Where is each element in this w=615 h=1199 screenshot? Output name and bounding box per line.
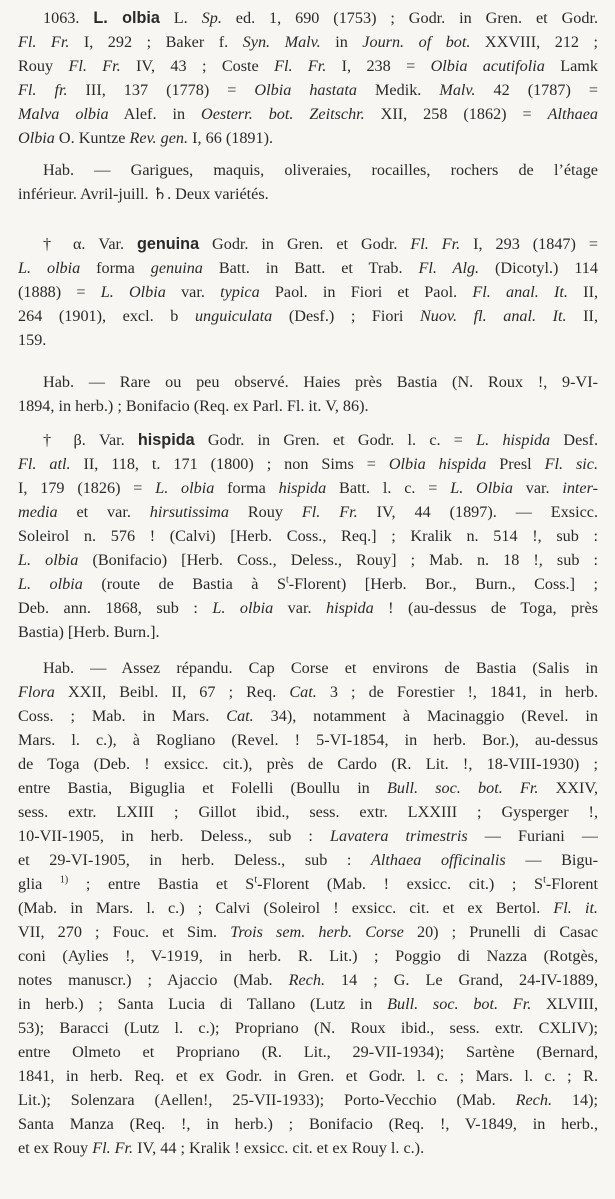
text-run: in herb.) ; Santa Lucia di Tallano (Lutz in	[18, 995, 388, 1013]
italic-text: L. olbia	[18, 575, 83, 593]
italic-text: L. olbia	[212, 599, 274, 617]
text-run: IV, 44 ; Kralik ! exsicc. cit. et ex Rouy l. c.).	[133, 1139, 425, 1157]
text-run: glia	[18, 875, 60, 893]
text-line	[18, 596, 598, 620]
text-run: -Florent (Mab. ! exsicc. cit.) ; S	[257, 875, 544, 893]
text-line	[18, 752, 598, 776]
italic-text: Bull. soc. bot. Fr.	[387, 995, 532, 1013]
text-line	[18, 1088, 598, 1112]
text-line	[18, 328, 598, 352]
text-run: II,	[566, 307, 598, 325]
text-run: — Bigu-	[505, 851, 598, 869]
text-line	[18, 476, 598, 500]
superscript: t	[254, 874, 258, 886]
text-run: XXVIII, 212 ;	[470, 33, 598, 51]
text-run: notes manuscr.) ; Ajaccio (Mab.	[18, 971, 289, 989]
text-line	[18, 704, 598, 728]
text-run: Alef. in	[108, 105, 202, 123]
italic-text: L. olbia	[18, 259, 81, 277]
text-line	[18, 896, 598, 920]
habitat-line: inférieur. Avril-juill. ♄. Deux variétés.	[18, 185, 269, 203]
italic-text: Rech.	[288, 971, 326, 989]
text-run: 1063.	[43, 9, 94, 27]
italic-text: Olbia acutifolia	[430, 57, 545, 75]
text-line	[18, 280, 598, 304]
text-run: 264 (1901), excl. b	[18, 307, 195, 325]
text-run: -Florent) [Herb. Bor., Burn., Coss.] ;	[288, 575, 598, 593]
text-line	[18, 1040, 598, 1064]
text-run: 159.	[18, 331, 47, 349]
text-run: var.	[512, 479, 563, 497]
text-run: et var.	[57, 503, 150, 521]
text-line	[18, 30, 598, 54]
italic-text: hispida	[326, 599, 374, 617]
text-run: Bastia) [Herb. Burn.].	[18, 623, 160, 641]
italic-text: Malv.	[439, 81, 476, 99]
text-line	[18, 452, 598, 476]
text-run: coni (Aylies !, V-1919, in herb. R. Lit.) ; Poggio di Nazza (Rotgès,	[18, 947, 598, 965]
text-line	[18, 656, 598, 680]
text-run: entre Olmeto et Propriano (R. Lit., 29-VII-1934); Sartène (Bernard,	[18, 1043, 598, 1061]
text-run: Batt. l. c. =	[326, 479, 451, 497]
text-run: forma	[214, 479, 279, 497]
text-run: forma	[80, 259, 151, 277]
superscript: t	[543, 874, 546, 886]
text-line	[18, 6, 598, 30]
italic-text: Rech.	[515, 1091, 552, 1109]
superscript: 1)	[59, 874, 69, 886]
italic-text: Fl. Alg.	[418, 259, 480, 277]
text-run: 34), notamment à Macinaggio (Revel. in	[253, 707, 598, 725]
text-line	[18, 78, 598, 102]
text-line	[18, 728, 598, 752]
text-run: ; entre Bastia et S	[68, 875, 255, 893]
text-line	[18, 1016, 598, 1040]
italic-text: genuina	[150, 259, 203, 277]
text-run: O. Kuntze	[54, 129, 130, 147]
text-run: † α. Var.	[43, 235, 138, 253]
text-run: (1888) =	[18, 283, 101, 301]
italic-text: unguiculata	[194, 307, 273, 325]
text-run: (route de Bastia à S	[82, 575, 286, 593]
italic-text: Olbia	[18, 129, 55, 147]
text-run: de Toga (Deb. ! exsicc. cit.), près de Cardo (R. Lit. !, 18-VIII-1930) ;	[18, 755, 598, 773]
taxon-name: hispida	[137, 431, 195, 449]
text-run: 1841, in herb. Req. et ex Godr. in Gren. et Godr. l. c. ; Mars. l. c. ; R.	[18, 1067, 598, 1085]
text-run: IV, 44 (1897). — Exsicc.	[357, 503, 598, 521]
text-run: I, 238 =	[326, 57, 431, 75]
text-line	[18, 800, 598, 824]
taxon-name: genuina	[137, 235, 200, 253]
text-line	[18, 232, 598, 256]
italic-text: Trois sem. herb. Corse	[230, 923, 404, 941]
text-run: I, 293 (1847) =	[460, 235, 598, 253]
text-line	[18, 54, 598, 78]
italic-text: Nuov. fl. anal. It.	[420, 307, 567, 325]
entry-1063	[18, 6, 598, 150]
text-run: Lamk	[544, 57, 598, 75]
variety-alpha-genuina	[18, 232, 598, 352]
italic-text: Fl. it.	[553, 899, 598, 917]
italic-text: Fl. fr.	[18, 81, 68, 99]
text-line	[18, 680, 598, 704]
text-line	[18, 920, 598, 944]
text-run: † β. Var.	[43, 431, 138, 449]
text-run: XLVIII,	[531, 995, 598, 1013]
text-run: Hab. — Assez répandu. Cap Corse et environs de Bastia (Salis in	[43, 659, 598, 677]
text-line	[18, 848, 598, 872]
text-line	[18, 776, 598, 800]
text-run: var.	[273, 599, 326, 617]
italic-text: Sp.	[201, 9, 222, 27]
text-run: I, 66 (1891).	[188, 129, 274, 147]
italic-text: Althaea officinalis	[371, 851, 506, 869]
text-run: (Desf.) ; Fiori	[272, 307, 420, 325]
italic-text: typica	[220, 283, 260, 301]
text-run: I, 179 (1826) =	[18, 479, 156, 497]
italic-text: Fl. anal. It.	[472, 283, 568, 301]
variety-beta-habitat	[18, 656, 598, 1160]
text-line	[18, 872, 598, 896]
text-run: 10-VII-1905, in herb. Deless., sub :	[18, 827, 331, 845]
habitat-line: 1894, in herb.) ; Bonifacio (Req. ex Parl. Fl. it. V, 86).	[18, 397, 369, 415]
italic-text: Journ. of bot.	[362, 33, 471, 51]
text-line	[18, 304, 598, 328]
italic-text: L. olbia	[18, 551, 79, 569]
text-line	[18, 620, 598, 644]
text-run: I, 292 ; Baker f.	[69, 33, 243, 51]
text-run: XII, 258 (1862) =	[364, 105, 548, 123]
italic-text: Fl. Fr.	[18, 33, 70, 51]
italic-text: Fl. sic.	[544, 455, 598, 473]
text-run: Coss. ; Mab. in Mars.	[18, 707, 227, 725]
text-run: Godr. in Gren. et Godr. l. c. =	[194, 431, 477, 449]
italic-text: media	[18, 503, 58, 521]
text-line	[18, 1064, 598, 1088]
italic-text: Bull. soc. bot. Fr.	[386, 779, 539, 797]
variety-beta-hispida	[18, 428, 598, 644]
text-run: Soleirol n. 576 ! (Calvi) [Herb. Coss., Req.] ; Kralik n. 514 !, sub :	[18, 527, 598, 545]
text-line	[18, 428, 598, 452]
text-run: Mars. l. c.), à Rogliano (Revel. ! 5-VI-1854, in herb. Bor.), au-dessus	[18, 731, 598, 749]
italic-text: Fl. Fr.	[274, 57, 327, 75]
italic-text: hispida	[278, 479, 327, 497]
italic-text: L. Olbia	[450, 479, 513, 497]
italic-text: Oesterr. bot. Zeitschr.	[201, 105, 365, 123]
italic-text: inter-	[562, 479, 598, 497]
italic-text: Althaea	[547, 105, 598, 123]
italic-text: Malva olbia	[18, 105, 109, 123]
text-run: — Furiani —	[467, 827, 598, 845]
italic-text: Syn. Malv.	[242, 33, 321, 51]
text-run: (Mab. in Mars. l. c.) ; Calvi (Soleirol ! exsicc. cit. et ex Bertol.	[18, 899, 554, 917]
text-run: Rouy	[18, 57, 69, 75]
text-line	[18, 572, 598, 596]
italic-text: Fl. Fr.	[301, 503, 358, 521]
text-run: XXII, Beibl. II, 67 ; Req.	[54, 683, 290, 701]
text-run: Medik.	[357, 81, 440, 99]
text-run: 53); Baracci (Lutz l. c.); Propriano (N. Roux ibid., sess. extr. CXLIV);	[18, 1019, 598, 1037]
italic-text: L. hispida	[476, 431, 551, 449]
text-run: Lit.); Solenzara (Aellen!, 25-VII-1933); Porto-Vecchio (Mab.	[18, 1091, 516, 1109]
text-run: Paol. in Fiori et Paol.	[259, 283, 473, 301]
text-run: VII, 270 ; Fouc. et Sim.	[18, 923, 231, 941]
text-line	[18, 500, 598, 524]
text-run: in	[320, 33, 363, 51]
text-run: 14 ; G. Le Grand, 24-IV-1889,	[325, 971, 598, 989]
text-run: 3 ; de Forestier !, 1841, in herb.	[316, 683, 598, 701]
habitat-line: Hab. — Garigues, maquis, oliveraies, rocailles, rochers de l’étage	[43, 161, 598, 179]
text-line	[18, 126, 598, 150]
text-line	[18, 992, 598, 1016]
text-run: 42 (1787) =	[475, 81, 598, 99]
text-run: IV, 43 ; Coste	[120, 57, 275, 75]
text-run: var.	[165, 283, 221, 301]
italic-text: L. Olbia	[100, 283, 166, 301]
italic-text: Lavatera trimestris	[330, 827, 468, 845]
text-run: Godr. in Gren. et Godr.	[199, 235, 411, 253]
text-run: Desf.	[550, 431, 598, 449]
superscript: t	[285, 574, 289, 586]
text-run: entre Bastia, Biguglia et Folelli (Boullu in	[18, 779, 387, 797]
text-line	[18, 968, 598, 992]
italic-text: Flora	[18, 683, 55, 701]
text-line	[18, 524, 598, 548]
text-line	[18, 256, 598, 280]
italic-text: Fl. Fr.	[410, 235, 461, 253]
text-run: Deb. ann. 1868, sub :	[18, 599, 213, 617]
text-run: II, 118, t. 171 (1800) ; non Sims =	[70, 455, 389, 473]
text-line	[18, 548, 598, 572]
text-line	[18, 824, 598, 848]
text-run: -Florent	[545, 875, 598, 893]
italic-text: Fl. Fr.	[92, 1139, 134, 1157]
text-run: Batt. in Batt. et Trab.	[202, 259, 419, 277]
text-run: II,	[567, 283, 598, 301]
text-run: 20) ; Prunelli di Casac	[403, 923, 598, 941]
italic-text: hirsutissima	[149, 503, 229, 521]
text-run: Santa Manza (Req. !, in herb.) ; Bonifacio (Req. !, V-1849, in herb.,	[18, 1115, 598, 1133]
text-run: et 29-VI-1905, in herb. Deless., sub :	[18, 851, 372, 869]
italic-text: Olbia hastata	[254, 81, 357, 99]
italic-text: Fl. atl.	[18, 455, 71, 473]
italic-text: Fl. Fr.	[68, 57, 121, 75]
text-run: XXIV,	[538, 779, 598, 797]
text-run: sess. extr. LXIII ; Gillot ibid., sess. extr. LXXIII ; Gysperger !,	[18, 803, 598, 821]
text-run: L.	[159, 9, 202, 27]
text-line	[18, 102, 598, 126]
text-run: ed. 1, 690 (1753) ; Godr. in Gren. et Godr.	[221, 9, 598, 27]
text-line	[18, 1136, 598, 1160]
text-line	[18, 1112, 598, 1136]
text-run: ! (au-dessus de Toga, près	[373, 599, 598, 617]
italic-text: Cat.	[226, 707, 254, 725]
text-run: III, 137 (1778) =	[67, 81, 255, 99]
taxon-name: L. olbia	[93, 9, 160, 27]
text-run: Presl	[486, 455, 545, 473]
text-line	[18, 944, 598, 968]
text-run: (Dicotyl.) 114	[479, 259, 598, 277]
text-run: Rouy	[228, 503, 302, 521]
text-run: (Bonifacio) [Herb. Coss., Deless., Rouy] ; Mab. n. 18 !, sub :	[78, 551, 598, 569]
entry-habitat	[18, 158, 598, 206]
italic-text: L. olbia	[155, 479, 215, 497]
text-run: 14);	[552, 1091, 598, 1109]
variety-alpha-habitat	[18, 370, 598, 418]
italic-text: Rev. gen.	[129, 129, 189, 147]
text-run: et ex Rouy	[18, 1139, 93, 1157]
italic-text: Olbia hispida	[388, 455, 487, 473]
italic-text: Cat.	[289, 683, 317, 701]
habitat-line: Hab. — Rare ou peu observé. Haies près Bastia (N. Roux !, 9-VI-	[43, 373, 598, 391]
